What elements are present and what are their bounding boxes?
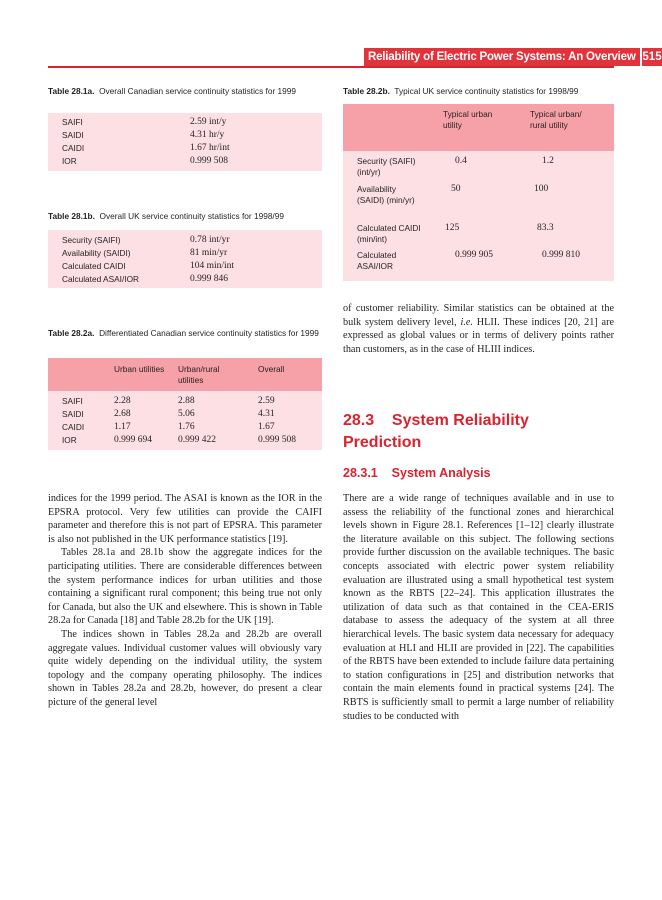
right-column-intro xyxy=(343,302,614,356)
section-heading xyxy=(343,410,563,454)
left-column-text xyxy=(48,492,322,710)
table-cell: 1.67 xyxy=(258,422,275,432)
table-caption-text: Typical UK service continuity statistics for 1998/99 xyxy=(394,86,579,96)
right-column-text xyxy=(343,492,614,723)
table-cell: 1.76 xyxy=(178,422,195,432)
table-cell: 2.28 xyxy=(114,396,131,406)
page-number: 515 xyxy=(640,48,662,66)
column-header: Typical urban utility xyxy=(443,109,493,130)
table-cell: 0.999 508 xyxy=(190,156,228,166)
paragraph: There are a wide range of techniques available and in use to assess the reliability of the functional zones and hierarchical levels shown in Figure 28.1. References [1–12] clearly illustrate the literature available on this subject. The following sections provide further discussion on the available techniques. The basic concepts associated with electric power system reliability evaluation are illustrated using a small hypothetical test system known as the RBTS [22–24]. This application illustrates the utilization of data such as that contained in the CEA-ERIS database to assess the adequacy of the system at all three hierarchical levels. The basic system data necessary for adequacy evaluation at HLI and HLII are provided in [22]. The capabilities of the RBTS have been extended to include failure data pertaining to station configurations in [25] and distribution networks that contain the main elements found in practical systems [24]. The RBTS is sufficiently small to permit a large number of reliability studies to be conducted with xyxy=(343,493,614,722)
table-cell: CAIDI xyxy=(62,143,85,153)
table-cell: SAIFI xyxy=(62,396,83,406)
table-cell: Security (SAIFI) (int/yr) xyxy=(357,156,416,177)
header-rule xyxy=(48,66,614,68)
table-cell: 0.999 422 xyxy=(178,435,216,445)
text-run: HLII. These indices [20, 21] are expressed as global values or in terms of delivery points rather than customers, as in the case of HLIII indices. xyxy=(343,316,614,355)
table-cell: Calculated ASAI/IOR xyxy=(357,250,397,271)
section-number: 28.3 xyxy=(343,412,375,429)
table-caption-28-1a xyxy=(48,86,322,97)
table-cell: 1.2 xyxy=(542,156,554,166)
table-label: Table 28.1a. xyxy=(48,86,95,96)
table-cell: CAIDI xyxy=(62,422,85,432)
table-label: Table 28.2a. xyxy=(48,328,95,338)
table-cell: 50 xyxy=(451,184,461,194)
text-run-italic: i.e. xyxy=(460,316,473,328)
paragraph xyxy=(343,302,614,356)
table-cell: 4.31 xyxy=(258,409,275,419)
table-cell: 100 xyxy=(534,184,549,194)
table-cell: 104 min/int xyxy=(190,261,235,271)
table-cell: SAIDI xyxy=(62,409,84,419)
table-cell: 4.31 hr/y xyxy=(190,130,225,140)
table-cell: 0.999 846 xyxy=(190,274,228,284)
table-28-2a xyxy=(48,358,322,450)
table-cell: Security (SAIFI) xyxy=(62,235,121,245)
subsection-title: System Analysis xyxy=(391,466,491,480)
paragraph: The indices shown in Tables 28.2a and 28.2b are overall aggregate values. Individual customer values will obviously vary quite widely depending on the individual utility, the system topology and the company operating philosophy. The indices shown in Tables 28.2a and 28.2b, however, do present a clear picture of the general level xyxy=(48,628,322,708)
column-header: Urban/rural utilities xyxy=(178,364,220,385)
table-cell: 2.68 xyxy=(114,409,131,419)
table-label: Table 28.2b. xyxy=(343,86,390,96)
table-cell: Calculated ASAI/IOR xyxy=(62,274,140,284)
column-header: Typical urban/ rural utility xyxy=(530,109,582,130)
text-run: of customer reliability. Similar statistics can be obtained at the bulk system delivery level, xyxy=(343,303,614,328)
table-28-2b xyxy=(343,104,614,281)
table-cell: 0.999 810 xyxy=(542,250,580,260)
table-cell: Availability (SAIDI) (min/yr) xyxy=(357,184,415,205)
column-header: Urban utilities xyxy=(114,364,165,374)
table-cell: 0.999 694 xyxy=(114,435,152,445)
table-cell: SAIFI xyxy=(62,117,83,127)
table-cell: 125 xyxy=(445,223,460,233)
paragraph: Tables 28.1a and 28.1b show the aggregate indices for the participating utilities. There are considerable differences between the system performance indices for urban utilities and those containing a significant rural component; this being true not only for Canada, but also the UK and elsewhere. This is shown in Table 28.2a for Canada [18] and Table 28.2b for the UK [19]. xyxy=(48,547,322,627)
table-caption-text: Overall UK service continuity statistics for 1998/99 xyxy=(99,211,284,221)
column-header: Overall xyxy=(258,364,285,374)
table-caption-text: Differentiated Canadian service continuity statistics for 1999 xyxy=(99,328,319,338)
table-cell: Calculated CAIDI xyxy=(62,261,126,271)
table-cell: 83.3 xyxy=(537,223,554,233)
table-cell: 1.17 xyxy=(114,422,131,432)
running-header xyxy=(48,48,662,68)
table-cell: IOR xyxy=(62,156,77,166)
table-cell: SAIDI xyxy=(62,130,84,140)
subsection-number: 28.3.1 xyxy=(343,466,378,480)
table-cell: Calculated CAIDI (min/int) xyxy=(357,223,421,244)
header-title: Reliability of Electric Power Systems: An Overview xyxy=(364,48,642,66)
paragraph: indices for the 1999 period. The ASAI is known as the IOR in the EPSRA protocol. Very few utilities can provide the CAIFI parameter and therefore this is not part of EPSRA. This parameter is also not published in the UK performance statistics [19]. xyxy=(48,493,322,545)
table-cell: 5.06 xyxy=(178,409,195,419)
table-cell: 2.59 int/y xyxy=(190,117,227,127)
table-cell: 81 min/yr xyxy=(190,248,228,258)
table-28-1a xyxy=(48,113,322,171)
section-title: System Reliability Prediction xyxy=(343,412,529,451)
table-caption-28-2b xyxy=(343,86,614,97)
table-caption-text: Overall Canadian service continuity statistics for 1999 xyxy=(99,86,296,96)
table-caption-28-2a xyxy=(48,328,322,339)
table-cell: IOR xyxy=(62,435,77,445)
table-cell: 2.88 xyxy=(178,396,195,406)
table-cell: 0.4 xyxy=(455,156,467,166)
table-cell: Availability (SAIDI) xyxy=(62,248,131,258)
table-cell: 2.59 xyxy=(258,396,275,406)
table-cell: 0.999 508 xyxy=(258,435,296,445)
table-label: Table 28.1b. xyxy=(48,211,95,221)
table-cell: 0.999 905 xyxy=(455,250,493,260)
subsection-heading xyxy=(343,465,491,481)
table-cell: 1.67 hr/int xyxy=(190,143,230,153)
table-cell: 0.78 int/yr xyxy=(190,235,230,245)
table-caption-28-1b xyxy=(48,211,322,222)
table-28-1b xyxy=(48,230,322,288)
